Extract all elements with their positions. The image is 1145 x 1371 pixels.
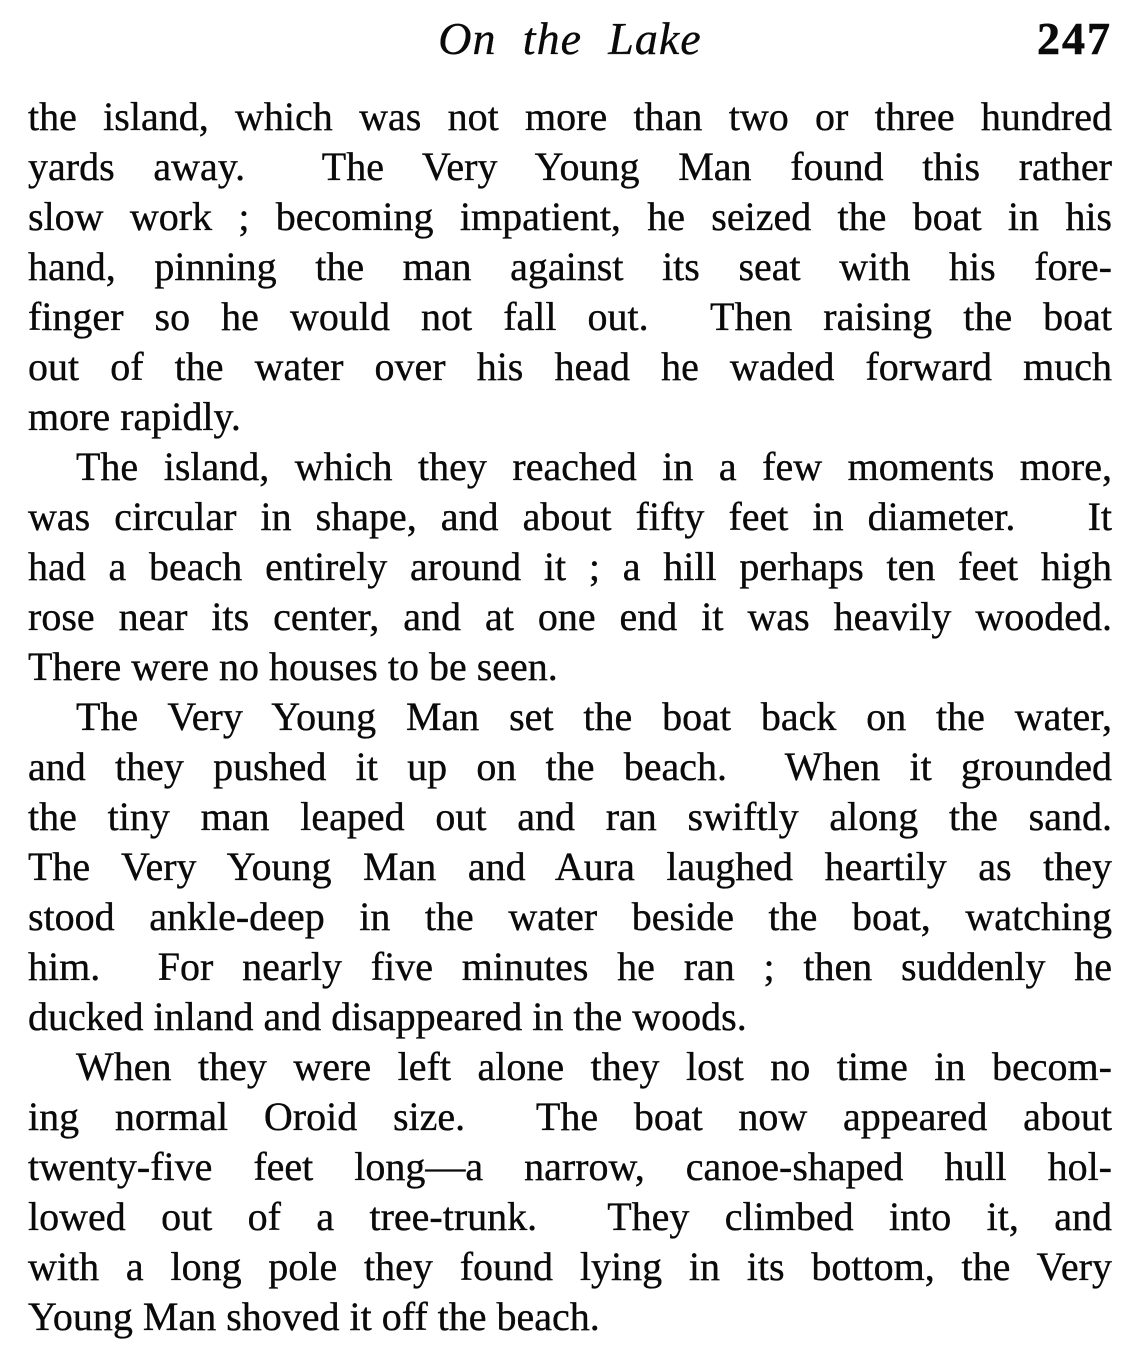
running-header bbox=[28, 12, 1112, 66]
text-line: stood ankle-deep in the water beside the boat, watching bbox=[28, 894, 1112, 939]
text-line: out of the water over his head he waded forward much bbox=[28, 344, 1112, 389]
text-line: When they were left alone they lost no time in becom- bbox=[76, 1044, 1112, 1089]
text-line: The island, which they reached in a few moments more, bbox=[76, 444, 1112, 489]
text-line: Young Man shoved it off the beach. bbox=[28, 1294, 600, 1339]
text-line: more rapidly. bbox=[28, 394, 241, 439]
text-line: the island, which was not more than two or three hundred bbox=[28, 94, 1112, 139]
text-line: hand, pinning the man against its seat with his fore- bbox=[28, 244, 1112, 289]
running-title: On the Lake bbox=[438, 13, 702, 64]
text-line: yards away. The Very Young Man found this rather bbox=[28, 144, 1112, 189]
text-line: The Very Young Man and Aura laughed heartily as they bbox=[28, 844, 1112, 889]
text-line: ing normal Oroid size. The boat now appeared about bbox=[28, 1094, 1112, 1139]
text-line: There were no houses to be seen. bbox=[28, 644, 558, 689]
text-line: with a long pole they found lying in its bottom, the Very bbox=[28, 1244, 1112, 1289]
text-line: rose near its center, and at one end it was heavily wooded. bbox=[28, 594, 1112, 639]
text-line: finger so he would not fall out. Then raising the boat bbox=[28, 294, 1112, 339]
text-line: The Very Young Man set the boat back on the water, bbox=[76, 694, 1112, 739]
text-line: lowed out of a tree-trunk. They climbed into it, and bbox=[28, 1194, 1112, 1239]
page-body bbox=[28, 92, 1112, 1342]
text-line: ducked inland and disappeared in the woods. bbox=[28, 994, 747, 1039]
text-line: twenty-five feet long—a narrow, canoe-shaped hull hol- bbox=[28, 1144, 1112, 1189]
text-line: and they pushed it up on the beach. When it grounded bbox=[28, 744, 1112, 789]
text-line: the tiny man leaped out and ran swiftly along the sand. bbox=[28, 794, 1112, 839]
text-line: slow work ; becoming impatient, he seized the boat in his bbox=[28, 194, 1112, 239]
text-line: was circular in shape, and about fifty feet in diameter. It bbox=[28, 494, 1112, 539]
text-line: him. For nearly five minutes he ran ; then suddenly he bbox=[28, 944, 1112, 989]
text-line: had a beach entirely around it ; a hill perhaps ten feet high bbox=[28, 544, 1112, 589]
page-number: 247 bbox=[1037, 13, 1112, 64]
